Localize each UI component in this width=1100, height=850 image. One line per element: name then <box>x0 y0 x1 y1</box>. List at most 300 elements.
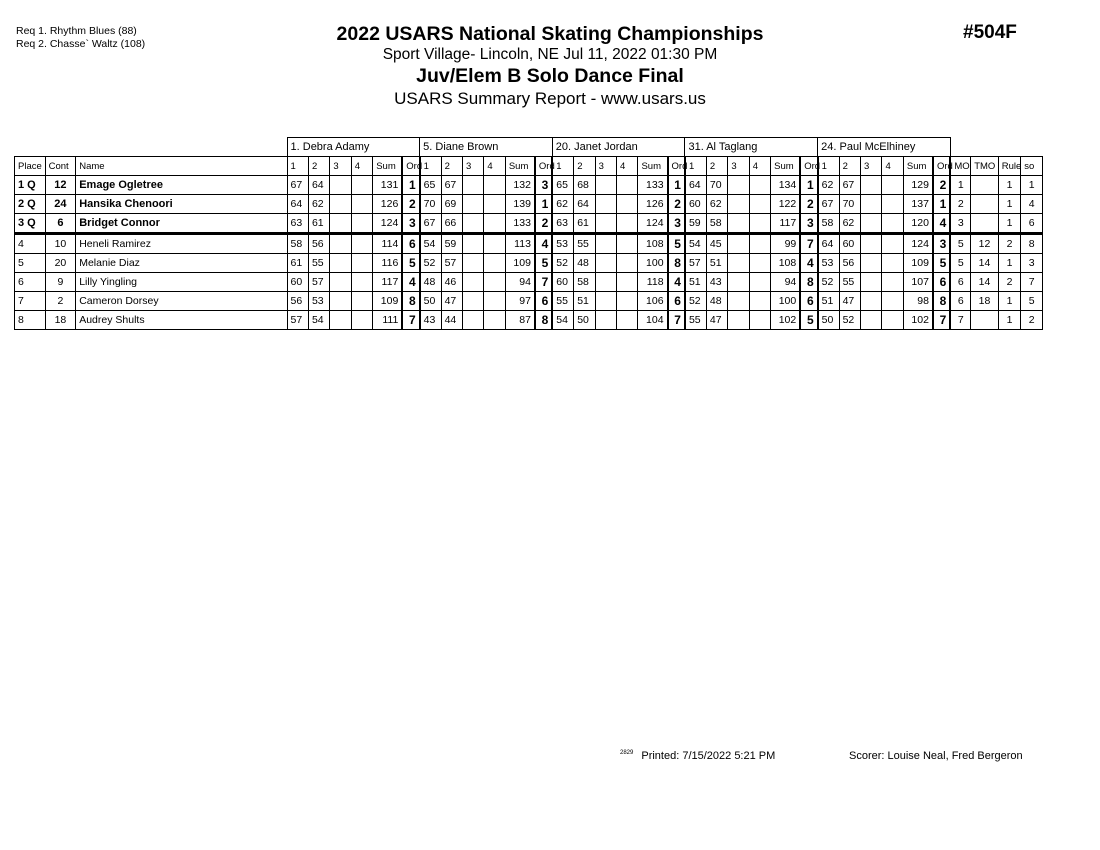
skater-name-cell: Audrey Shults <box>76 311 287 330</box>
contestant-number-cell: 20 <box>45 254 76 273</box>
so-cell: 6 <box>1021 214 1043 234</box>
score-2-cell: 66 <box>441 214 462 234</box>
score-3-cell <box>728 311 749 330</box>
col-header-sum: Sum <box>903 157 933 176</box>
score-1-cell: 54 <box>420 234 441 254</box>
score-2-cell: 57 <box>308 273 329 292</box>
skater-name-cell: Hansika Chenoori <box>76 195 287 214</box>
score-3-cell <box>595 214 616 234</box>
score-1-cell: 63 <box>552 214 573 234</box>
ordinal-cell: 7 <box>933 311 950 330</box>
score-4-cell <box>882 311 903 330</box>
score-2-cell: 70 <box>839 195 860 214</box>
score-4-cell <box>749 292 770 311</box>
score-1-cell: 55 <box>552 292 573 311</box>
score-2-cell: 58 <box>706 214 727 234</box>
place-cell: 3 Q <box>15 214 46 234</box>
score-4-cell <box>351 234 372 254</box>
col-header-rule: Rule <box>998 157 1020 176</box>
sum-cell: 131 <box>373 176 403 195</box>
so-cell: 3 <box>1021 254 1043 273</box>
sum-cell: 124 <box>373 214 403 234</box>
score-1-cell: 62 <box>818 176 839 195</box>
place-cell: 6 <box>15 273 46 292</box>
mo-cell: 1 <box>950 176 970 195</box>
championship-title: 2022 USARS National Skating Championships <box>336 23 764 45</box>
ordinal-cell: 2 <box>535 214 552 234</box>
score-3-cell <box>861 176 882 195</box>
ordinal-cell: 2 <box>800 195 817 214</box>
sum-cell: 100 <box>771 292 801 311</box>
score-1-cell: 59 <box>685 214 706 234</box>
score-3-cell <box>728 214 749 234</box>
score-3-cell <box>728 195 749 214</box>
score-1-cell: 64 <box>685 176 706 195</box>
ordinal-cell: 4 <box>668 273 685 292</box>
ordinal-cell: 6 <box>402 234 419 254</box>
score-4-cell <box>882 234 903 254</box>
score-3-cell <box>861 195 882 214</box>
col-header-score-2: 2 <box>839 157 860 176</box>
score-2-cell: 55 <box>308 254 329 273</box>
contestant-number-cell: 9 <box>45 273 76 292</box>
sum-cell: 102 <box>771 311 801 330</box>
score-3-cell <box>861 214 882 234</box>
ordinal-cell: 8 <box>402 292 419 311</box>
score-4-cell <box>484 273 505 292</box>
ordinal-cell: 7 <box>668 311 685 330</box>
score-1-cell: 61 <box>287 254 308 273</box>
sum-cell: 102 <box>903 311 933 330</box>
rule-cell: 1 <box>998 214 1020 234</box>
score-1-cell: 58 <box>287 234 308 254</box>
score-2-cell: 51 <box>574 292 595 311</box>
score-3-cell <box>330 234 351 254</box>
col-header-tmo: TMO <box>971 157 999 176</box>
score-1-cell: 60 <box>685 195 706 214</box>
score-4-cell <box>351 292 372 311</box>
score-4-cell <box>617 214 638 234</box>
sum-cell: 118 <box>638 273 668 292</box>
score-4-cell <box>882 195 903 214</box>
score-1-cell: 57 <box>287 311 308 330</box>
tmo-cell <box>971 176 999 195</box>
score-3-cell <box>728 234 749 254</box>
score-2-cell: 52 <box>839 311 860 330</box>
event-title: Juv/Elem B Solo Dance Final <box>416 65 684 87</box>
rule-cell: 1 <box>998 311 1020 330</box>
contestant-number-cell: 18 <box>45 311 76 330</box>
so-cell: 2 <box>1021 311 1043 330</box>
col-header-so: so <box>1021 157 1043 176</box>
score-2-cell: 55 <box>574 234 595 254</box>
col-header-score-3: 3 <box>462 157 483 176</box>
score-4-cell <box>351 273 372 292</box>
tmo-cell: 14 <box>971 254 999 273</box>
score-2-cell: 62 <box>706 195 727 214</box>
score-4-cell <box>351 176 372 195</box>
score-4-cell <box>749 214 770 234</box>
score-2-cell: 68 <box>574 176 595 195</box>
ordinal-cell: 3 <box>535 176 552 195</box>
table-row <box>15 195 1043 214</box>
score-1-cell: 67 <box>420 214 441 234</box>
table-row <box>15 273 1043 292</box>
sum-cell: 117 <box>373 273 403 292</box>
sum-cell: 134 <box>771 176 801 195</box>
score-3-cell <box>330 214 351 234</box>
ordinal-cell: 6 <box>933 273 950 292</box>
printed-date: Printed: 7/15/2022 5:21 PM <box>641 750 776 762</box>
score-4-cell <box>749 311 770 330</box>
score-3-cell <box>861 254 882 273</box>
tmo-cell: 18 <box>971 292 999 311</box>
score-4-cell <box>351 311 372 330</box>
venue-date: Sport Village- Lincoln, NE Jul 11, 2022 01:30 PM <box>382 46 718 63</box>
rule-cell: 1 <box>998 254 1020 273</box>
ordinal-cell: 8 <box>800 273 817 292</box>
col-header-score-2: 2 <box>441 157 462 176</box>
contestant-number-cell: 10 <box>45 234 76 254</box>
col-header-score-1: 1 <box>818 157 839 176</box>
score-1-cell: 54 <box>685 234 706 254</box>
score-2-cell: 64 <box>308 176 329 195</box>
table-row <box>15 234 1043 254</box>
score-1-cell: 52 <box>685 292 706 311</box>
sum-cell: 98 <box>903 292 933 311</box>
score-3-cell <box>330 195 351 214</box>
score-2-cell: 56 <box>308 234 329 254</box>
score-1-cell: 65 <box>420 176 441 195</box>
contestant-number-cell: 12 <box>45 176 76 195</box>
col-header-score-2: 2 <box>308 157 329 176</box>
score-1-cell: 43 <box>420 311 441 330</box>
tmo-cell: 12 <box>971 234 999 254</box>
column-header-row <box>15 157 1043 176</box>
score-3-cell <box>595 292 616 311</box>
col-header-score-4: 4 <box>351 157 372 176</box>
ordinal-cell: 4 <box>933 214 950 234</box>
judge-name: 5. Diane Brown <box>420 138 553 157</box>
score-3-cell <box>462 214 483 234</box>
score-1-cell: 51 <box>818 292 839 311</box>
score-2-cell: 51 <box>706 254 727 273</box>
ordinal-cell: 4 <box>535 234 552 254</box>
score-1-cell: 54 <box>552 311 573 330</box>
score-3-cell <box>330 254 351 273</box>
score-4-cell <box>882 254 903 273</box>
score-1-cell: 50 <box>818 311 839 330</box>
col-header-name: Name <box>76 157 287 176</box>
col-header-ord: Ord <box>800 157 817 176</box>
ordinal-cell: 6 <box>668 292 685 311</box>
score-2-cell: 44 <box>441 311 462 330</box>
score-2-cell: 58 <box>574 273 595 292</box>
col-header-ord: Ord <box>402 157 419 176</box>
sum-cell: 122 <box>771 195 801 214</box>
score-4-cell <box>617 195 638 214</box>
score-1-cell: 64 <box>818 234 839 254</box>
skater-name-cell: Bridget Connor <box>76 214 287 234</box>
table-row <box>15 214 1043 234</box>
score-2-cell: 61 <box>308 214 329 234</box>
report-subtitle: USARS Summary Report - www.usars.us <box>394 89 706 108</box>
score-4-cell <box>617 311 638 330</box>
table-row <box>15 176 1043 195</box>
score-4-cell <box>484 195 505 214</box>
col-header-mo: MO <box>950 157 970 176</box>
ordinal-cell: 3 <box>800 214 817 234</box>
rule-cell: 2 <box>998 234 1020 254</box>
score-1-cell: 56 <box>287 292 308 311</box>
score-4-cell <box>351 254 372 273</box>
ordinal-cell: 6 <box>800 292 817 311</box>
skater-name-cell: Melanie Diaz <box>76 254 287 273</box>
score-2-cell: 53 <box>308 292 329 311</box>
score-4-cell <box>749 254 770 273</box>
score-4-cell <box>484 234 505 254</box>
score-2-cell: 70 <box>706 176 727 195</box>
col-header-sum: Sum <box>505 157 535 176</box>
col-header-score-3: 3 <box>861 157 882 176</box>
rule-cell: 1 <box>998 195 1020 214</box>
score-2-cell: 67 <box>441 176 462 195</box>
score-2-cell: 56 <box>839 254 860 273</box>
mo-cell: 6 <box>950 292 970 311</box>
col-header-score-2: 2 <box>706 157 727 176</box>
score-3-cell <box>330 292 351 311</box>
score-3-cell <box>462 273 483 292</box>
score-1-cell: 70 <box>420 195 441 214</box>
so-cell: 7 <box>1021 273 1043 292</box>
score-4-cell <box>749 234 770 254</box>
ordinal-cell: 5 <box>668 234 685 254</box>
sum-cell: 108 <box>771 254 801 273</box>
score-2-cell: 62 <box>308 195 329 214</box>
table-row <box>15 292 1043 311</box>
score-3-cell <box>462 254 483 273</box>
score-3-cell <box>861 311 882 330</box>
so-cell: 5 <box>1021 292 1043 311</box>
score-2-cell: 55 <box>839 273 860 292</box>
score-1-cell: 52 <box>818 273 839 292</box>
ordinal-cell: 6 <box>535 292 552 311</box>
sum-cell: 87 <box>505 311 535 330</box>
score-1-cell: 60 <box>287 273 308 292</box>
score-1-cell: 67 <box>818 195 839 214</box>
ordinal-cell: 2 <box>933 176 950 195</box>
score-3-cell <box>861 273 882 292</box>
ordinal-cell: 1 <box>800 176 817 195</box>
sum-cell: 124 <box>638 214 668 234</box>
score-4-cell <box>484 292 505 311</box>
score-2-cell: 69 <box>441 195 462 214</box>
tmo-cell <box>971 311 999 330</box>
col-header-sum: Sum <box>373 157 403 176</box>
place-cell: 5 <box>15 254 46 273</box>
sum-cell: 109 <box>903 254 933 273</box>
so-cell: 8 <box>1021 234 1043 254</box>
score-4-cell <box>882 176 903 195</box>
requirements <box>16 25 145 51</box>
ordinal-cell: 1 <box>535 195 552 214</box>
tmo-cell: 14 <box>971 273 999 292</box>
score-3-cell <box>595 254 616 273</box>
skater-name-cell: Heneli Ramirez <box>76 234 287 254</box>
score-3-cell <box>595 234 616 254</box>
ordinal-cell: 7 <box>535 273 552 292</box>
sum-cell: 129 <box>903 176 933 195</box>
sum-cell: 117 <box>771 214 801 234</box>
sum-cell: 133 <box>638 176 668 195</box>
tmo-cell <box>971 214 999 234</box>
score-4-cell <box>882 292 903 311</box>
score-4-cell <box>484 176 505 195</box>
sum-cell: 116 <box>373 254 403 273</box>
so-cell: 1 <box>1021 176 1043 195</box>
score-4-cell <box>749 195 770 214</box>
score-4-cell <box>617 176 638 195</box>
score-4-cell <box>617 234 638 254</box>
place-cell: 2 Q <box>15 195 46 214</box>
score-1-cell: 52 <box>552 254 573 273</box>
score-4-cell <box>617 273 638 292</box>
score-1-cell: 58 <box>818 214 839 234</box>
ordinal-cell: 8 <box>933 292 950 311</box>
ordinal-cell: 2 <box>668 195 685 214</box>
table-row <box>15 254 1043 273</box>
score-3-cell <box>728 273 749 292</box>
score-4-cell <box>617 292 638 311</box>
ordinal-cell: 3 <box>668 214 685 234</box>
sum-cell: 132 <box>505 176 535 195</box>
judge-name: 31. Al Taglang <box>685 138 818 157</box>
report-code: 2829 <box>620 750 634 757</box>
ordinal-cell: 3 <box>933 234 950 254</box>
sum-cell: 111 <box>373 311 403 330</box>
score-4-cell <box>882 214 903 234</box>
score-4-cell <box>484 311 505 330</box>
sum-cell: 109 <box>373 292 403 311</box>
skater-name-cell: Lilly Yingling <box>76 273 287 292</box>
sum-cell: 113 <box>505 234 535 254</box>
sum-cell: 114 <box>373 234 403 254</box>
sum-cell: 94 <box>771 273 801 292</box>
ordinal-cell: 4 <box>402 273 419 292</box>
ordinal-cell: 4 <box>800 254 817 273</box>
skater-name-cell: Cameron Dorsey <box>76 292 287 311</box>
printed-info <box>620 750 775 762</box>
col-header-score-1: 1 <box>420 157 441 176</box>
score-4-cell <box>351 214 372 234</box>
ordinal-cell: 5 <box>933 254 950 273</box>
table-row <box>15 311 1043 330</box>
col-header-score-4: 4 <box>882 157 903 176</box>
mo-cell: 5 <box>950 254 970 273</box>
ordinal-cell: 8 <box>668 254 685 273</box>
sum-cell: 126 <box>373 195 403 214</box>
score-2-cell: 57 <box>441 254 462 273</box>
ordinal-cell: 1 <box>402 176 419 195</box>
requirement-2: Req 2. Chasse` Waltz (108) <box>16 38 146 50</box>
score-3-cell <box>462 176 483 195</box>
requirement-1: Req 1. Rhythm Blues (88) <box>16 25 137 37</box>
sum-cell: 106 <box>638 292 668 311</box>
score-1-cell: 67 <box>287 176 308 195</box>
col-header-score-3: 3 <box>330 157 351 176</box>
ordinal-cell: 3 <box>402 214 419 234</box>
ordinal-cell: 5 <box>800 311 817 330</box>
report-header <box>250 22 850 110</box>
judge-header-row <box>15 138 1043 157</box>
score-1-cell: 64 <box>287 195 308 214</box>
ordinal-cell: 7 <box>800 234 817 254</box>
col-header-score-4: 4 <box>484 157 505 176</box>
score-3-cell <box>595 311 616 330</box>
score-2-cell: 47 <box>441 292 462 311</box>
score-2-cell: 54 <box>308 311 329 330</box>
score-2-cell: 47 <box>839 292 860 311</box>
ordinal-cell: 1 <box>933 195 950 214</box>
score-4-cell <box>617 254 638 273</box>
rule-cell: 2 <box>998 273 1020 292</box>
place-cell: 4 <box>15 234 46 254</box>
score-1-cell: 51 <box>685 273 706 292</box>
sum-cell: 99 <box>771 234 801 254</box>
score-2-cell: 64 <box>574 195 595 214</box>
score-4-cell <box>749 176 770 195</box>
judge-name: 20. Janet Jordan <box>552 138 685 157</box>
sum-cell: 108 <box>638 234 668 254</box>
score-3-cell <box>595 273 616 292</box>
score-1-cell: 63 <box>287 214 308 234</box>
col-header-score-3: 3 <box>728 157 749 176</box>
place-cell: 8 <box>15 311 46 330</box>
score-3-cell <box>462 292 483 311</box>
score-3-cell <box>728 292 749 311</box>
contestant-number-cell: 24 <box>45 195 76 214</box>
score-1-cell: 55 <box>685 311 706 330</box>
col-header-score-1: 1 <box>552 157 573 176</box>
col-header-place: Place <box>15 157 46 176</box>
sum-cell: 120 <box>903 214 933 234</box>
results-table <box>14 137 1043 330</box>
col-header-score-4: 4 <box>617 157 638 176</box>
score-3-cell <box>728 176 749 195</box>
sum-cell: 133 <box>505 214 535 234</box>
score-3-cell <box>861 234 882 254</box>
col-header-ord: Ord <box>668 157 685 176</box>
score-3-cell <box>462 311 483 330</box>
rule-cell: 1 <box>998 292 1020 311</box>
score-2-cell: 62 <box>839 214 860 234</box>
judge-name: 1. Debra Adamy <box>287 138 420 157</box>
score-3-cell <box>861 292 882 311</box>
place-cell: 1 Q <box>15 176 46 195</box>
score-2-cell: 60 <box>839 234 860 254</box>
judge-name: 24. Paul McElhiney <box>818 138 951 157</box>
score-2-cell: 61 <box>574 214 595 234</box>
score-3-cell <box>330 311 351 330</box>
col-header-score-1: 1 <box>685 157 706 176</box>
scorer-info: Scorer: Louise Neal, Fred Bergeron <box>849 750 1023 762</box>
so-cell: 4 <box>1021 195 1043 214</box>
score-3-cell <box>330 176 351 195</box>
score-1-cell: 60 <box>552 273 573 292</box>
score-1-cell: 65 <box>552 176 573 195</box>
col-header-score-4: 4 <box>749 157 770 176</box>
mo-cell: 2 <box>950 195 970 214</box>
